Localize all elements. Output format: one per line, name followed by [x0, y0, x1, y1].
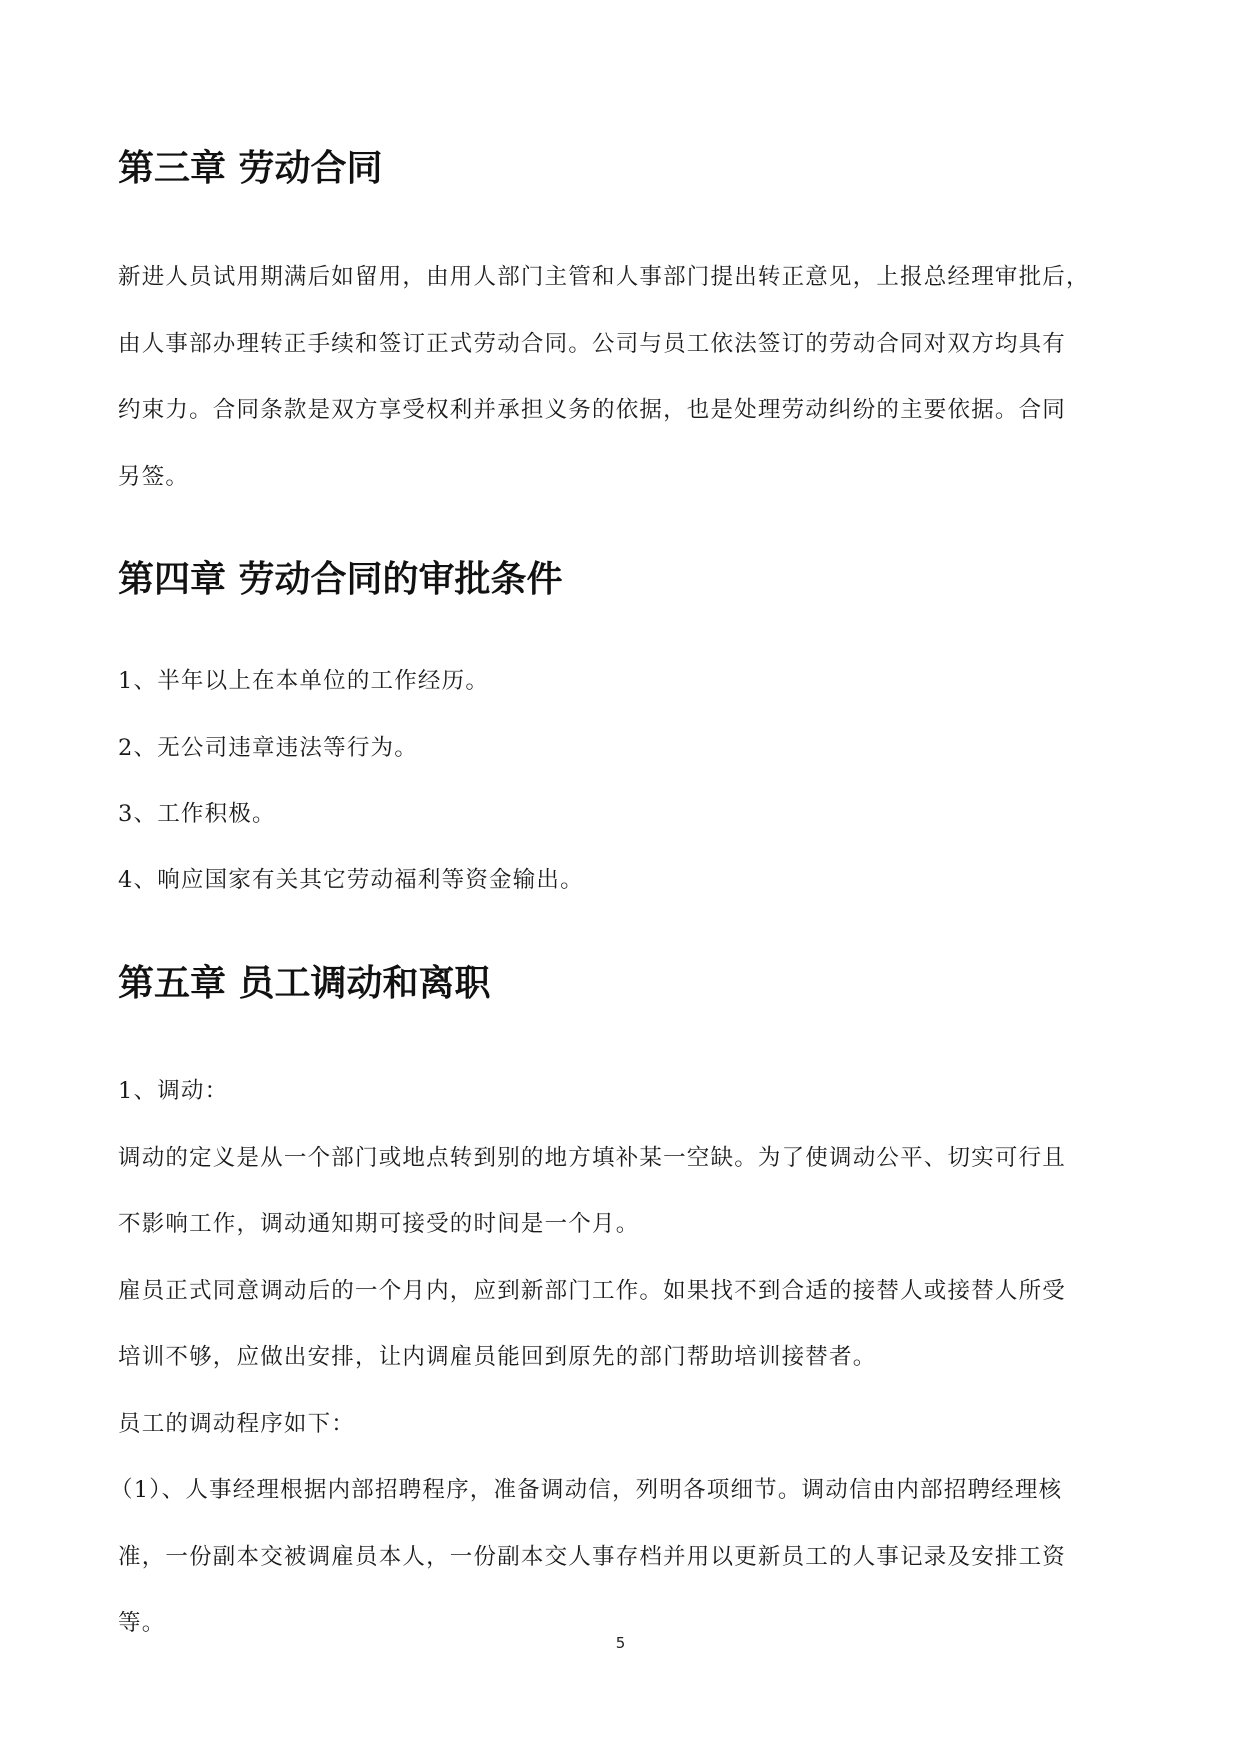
- paragraph-line: 培训不够，应做出安排，让内调雇员能回到原先的部门帮助培训接替者。: [118, 1344, 877, 1370]
- list-item: 1、半年以上在本单位的工作经历。: [118, 668, 490, 694]
- paragraph-line: 另签。: [118, 463, 190, 490]
- chapter-3-title: 第三章 劳动合同: [118, 148, 383, 189]
- paragraph-line: 1、调动：: [118, 1078, 229, 1104]
- paragraph-line: 员工的调动程序如下：: [118, 1410, 356, 1437]
- paragraph-line: 约束力。合同条款是双方享受权利并承担义务的依据，也是处理劳动纠纷的主要依据。合同: [118, 397, 1067, 423]
- chapter-4-title: 第四章 劳动合同的审批条件: [118, 559, 563, 600]
- paragraph-line: 等。: [118, 1610, 166, 1636]
- chapter-5-title: 第五章 员工调动和离职: [118, 963, 491, 1004]
- chapter-3-paragraph: [118, 244, 1128, 510]
- page-number: 5: [615, 1634, 626, 1652]
- list-item: 3、工作积极。: [118, 801, 276, 827]
- list-item: 2、无公司违章违法等行为。: [118, 735, 418, 761]
- paragraph-line: 准，一份副本交被调雇员本人，一份副本交人事存档并用以更新员工的人事记录及安排工资: [118, 1543, 1067, 1570]
- list-item: 4、响应国家有关其它劳动福利等资金输出。: [118, 867, 584, 893]
- paragraph-line: 调动的定义是从一个部门或地点转到别的地方填补某一空缺。为了使调动公平、切实可行且: [118, 1144, 1067, 1171]
- paragraph-line: （1）、人事经理根据内部招聘程序，准备调动信，列明各项细节。调动信由内部招聘经理核: [110, 1477, 1063, 1503]
- paragraph-line: 不影响工作，调动通知期可接受的时间是一个月。: [118, 1211, 640, 1237]
- paragraph-line: 由人事部办理转正手续和签订正式劳动合同。公司与员工依法签订的劳动合同对双方均具有: [118, 330, 1067, 357]
- paragraph-line: 雇员正式同意调动后的一个月内，应到新部门工作。如果找不到合适的接替人或接替人所受: [118, 1277, 1067, 1304]
- paragraph-line: 新进人员试用期满后如留用，由用人部门主管和人事部门提出转正意见，上报总经理审批后，: [118, 264, 1090, 290]
- chapter-5-paragraph: [110, 1058, 1128, 1657]
